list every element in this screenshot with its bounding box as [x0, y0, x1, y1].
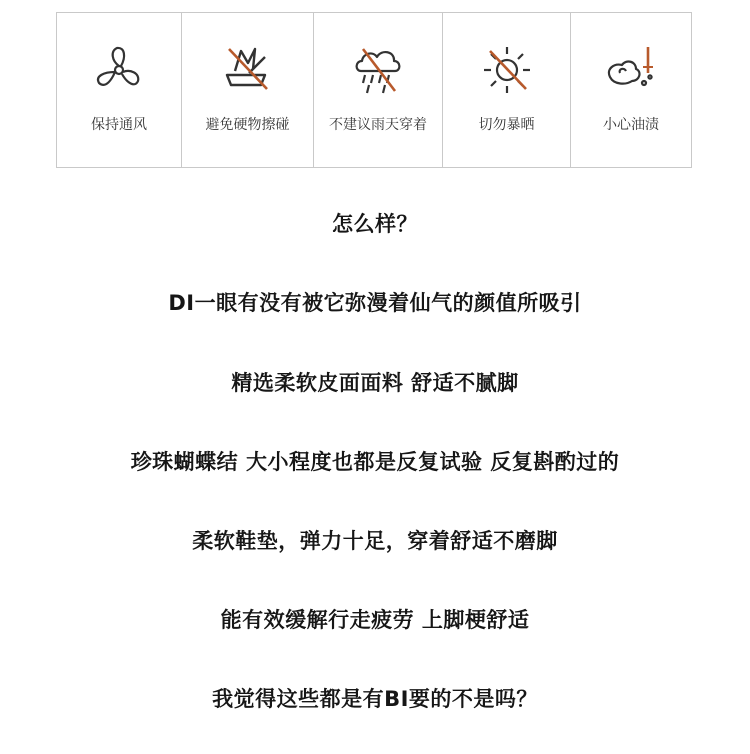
- care-label: 避免硬物擦碰: [205, 117, 290, 133]
- description-line: 精选柔软皮面面料 舒适不腻脚: [231, 371, 519, 395]
- closing-question: 我觉得这些都是有BI要的不是吗？: [212, 687, 538, 711]
- care-item-ventilate: [57, 13, 182, 167]
- care-item-avoid-hard-objects: [182, 13, 314, 167]
- description-line: 柔软鞋垫，弹力十足，穿着舒适不磨脚: [192, 529, 558, 553]
- description-line: 珍珠蝴蝶结 大小程度也都是反复试验 反复斟酌过的: [130, 450, 620, 474]
- no-hard-object-icon: [221, 43, 275, 97]
- fan-icon: [92, 43, 146, 97]
- description-line: DI一眼有没有被它弥漫着仙气的颜值所吸引: [168, 291, 582, 315]
- care-item-no-sun: [443, 13, 571, 167]
- care-label: 切勿暴晒: [478, 117, 535, 133]
- care-item-no-rain: [314, 13, 443, 167]
- care-label: 小心油渍: [603, 117, 659, 133]
- intro-question: 怎么样？: [332, 212, 418, 236]
- no-rain-icon: [351, 43, 405, 97]
- no-sun-icon: [480, 43, 534, 97]
- oil-stain-icon: [604, 43, 658, 97]
- care-label: 不建议雨天穿着: [329, 117, 427, 133]
- description-line: 能有效缓解行走疲劳 上脚梗舒适: [220, 608, 530, 632]
- care-instructions-grid: [56, 12, 692, 168]
- care-label: 保持通风: [91, 117, 147, 133]
- care-item-oil-stain: [571, 13, 691, 167]
